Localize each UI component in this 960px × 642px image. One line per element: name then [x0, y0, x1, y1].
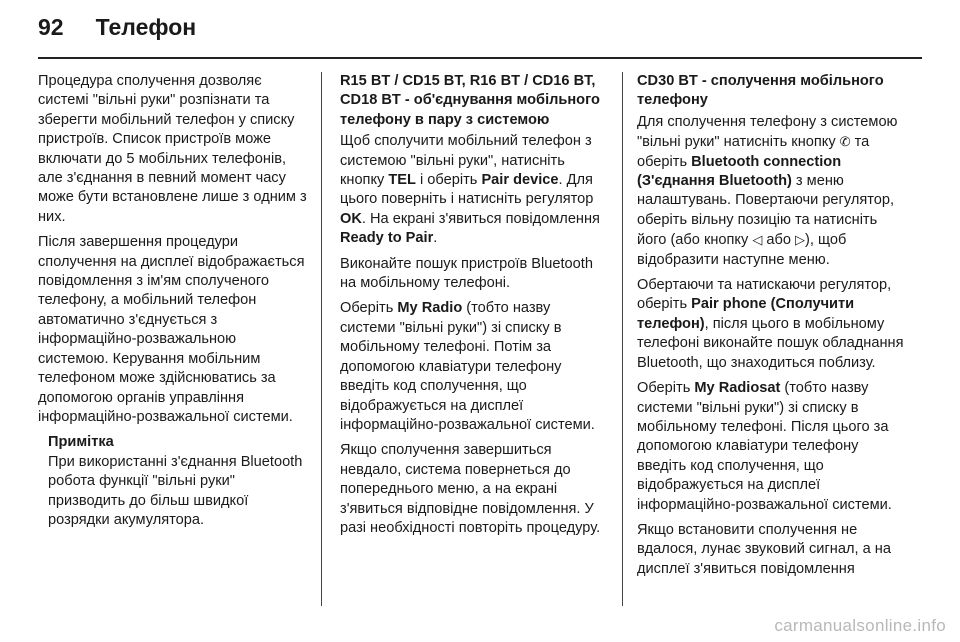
- phone-icon: ✆: [839, 134, 851, 150]
- paragraph: Оберіть My Radiosat (тобто назву системи "вільні руки") зі списку в мобільному телефоні. Після цього за допомогою клавіатури телефону введіть код сполучення, що відображується на дисплеї інформаційно-розважальної системи.: [637, 380, 892, 513]
- header-rule: [38, 57, 922, 59]
- page-title: Телефон: [95, 14, 197, 40]
- column-divider-1: [321, 72, 322, 606]
- menu-name-bluetooth-connection: Bluetooth connection (З'єднання Bluetooth): [637, 153, 842, 190]
- arrow-right-icon: ▷: [795, 232, 806, 248]
- watermark: carmanualsonline.info: [774, 616, 946, 635]
- section-heading: CD30 BT - сполучення мобільного телефону: [637, 73, 884, 109]
- note-text: При використанні з'єднання Bluetooth робота функції "вільні руки" призводить до більш швидкої розрядки акумулятора.: [48, 453, 303, 528]
- note-title: Примітка: [48, 434, 114, 451]
- column-2: [340, 72, 608, 544]
- page-number: 92: [38, 14, 64, 40]
- button-name-tel: TEL: [388, 172, 416, 189]
- note-block: [48, 433, 310, 530]
- menu-name-pair-device: Pair device: [481, 172, 559, 189]
- device-name-my-radio: My Radio: [397, 300, 463, 317]
- arrow-left-icon: ◁: [752, 232, 763, 248]
- column-1: [38, 72, 310, 536]
- paragraph: Оберіть My Radio (тобто назву системи "вільні руки") зі списку в мобільному телефоні. Потім за допомогою клавіатури телефону введіть код сполучення, що відображується на дисплеї інформаційно-розважальної системи.: [340, 300, 595, 433]
- paragraph: Процедура сполучення дозволяє системі "вільні руки" розпізнати та зберегти мобільний телефон у списку пристроїв. Список пристроїв може включати до 5 мобільних телефонів, але з'єднання в певний момент часу може бути встановлене лише з одним з них.: [38, 73, 307, 225]
- message-ready-to-pair: Ready to Pair: [340, 230, 434, 247]
- paragraph: Для сполучення телефону з системою "вільні руки" натисніть кнопку ✆ та оберіть Bluetooth connection (З'єднання Bluetooth) з меню налаштувань. Повертаючи регулятор, оберіть вільну позицію та натисніть його (або кнопку ◁ або ▷), щоб відобразити наступне меню.: [637, 113, 898, 268]
- paragraph: Якщо сполучення завершиться невдало, система повернеться до попереднього меню, а на екрані з'явиться відповідне повідомлення. У разі необхідності повторіть процедуру.: [340, 442, 601, 536]
- paragraph: Обертаючи та натискаючи регулятор, оберіть Pair phone (Сполучити телефон), після цього в мобільному телефоні виконайте пошук обладнання Bluetooth, що знаходиться поблизу.: [637, 277, 904, 371]
- page-header: [38, 14, 196, 48]
- column-3: [637, 72, 905, 585]
- section-heading: R15 BT / CD15 BT, R16 BT / CD16 BT, CD18 BT - об'єднування мобільного телефону в пару з системою: [340, 73, 600, 128]
- paragraph: Після завершення процедури сполучення на дисплеї відображається повідомлення з ім'ям сполученого телефону, а мобільний телефон автоматично з'єднується з інформаційно-розважальною системою. Керування мобільним телефоном може здійснюватись за допомогою органів управління інформаційно-розважальної системи.: [38, 234, 305, 425]
- control-name-ok: OK: [340, 210, 362, 227]
- menu-name-pair-phone: Pair phone (Сполучити телефон): [637, 296, 855, 332]
- paragraph: Якщо встановити сполучення не вдалося, лунає звуковий сигнал, а на дисплеї з'явиться повідомлення: [637, 521, 891, 577]
- paragraph: Щоб сполучити мобільний телефон з системою "вільні руки", натисніть кнопку TEL і оберіть Pair device. Для цього поверніть і натисніть регулятор OK. На екрані з'явиться повідомлення Ready to Pair.: [340, 133, 600, 247]
- paragraph: Виконайте пошук пристроїв Bluetooth на мобільному телефоні.: [340, 255, 593, 292]
- column-divider-2: [622, 72, 623, 606]
- device-name-my-radiosat: My Radiosat: [694, 380, 781, 397]
